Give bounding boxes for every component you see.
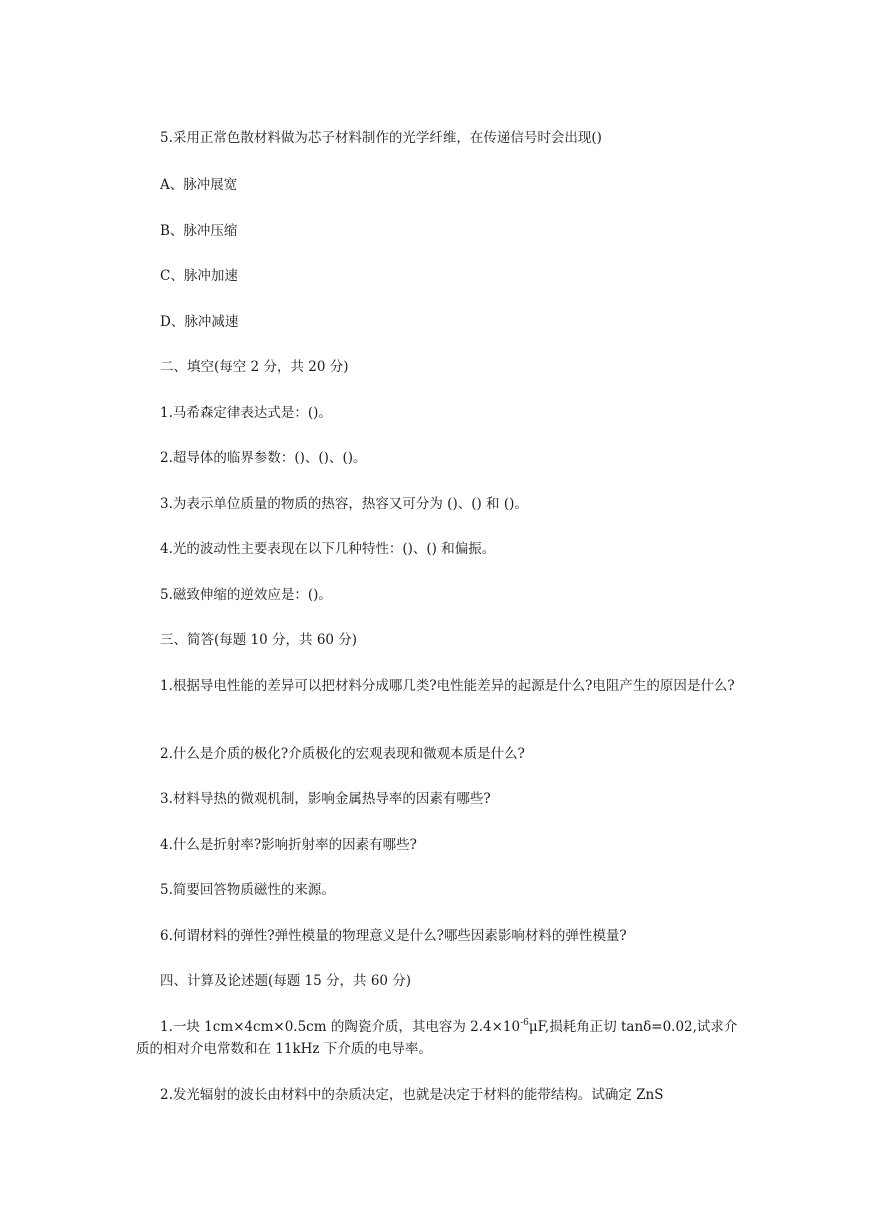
option-c: C、脉冲加速	[160, 268, 238, 284]
short-answer-2: 2.什么是介质的极化?介质极化的宏观表现和微观本质是什么?	[160, 746, 525, 762]
section-2-heading: 二、填空(每空 2 分，共 20 分)	[160, 359, 349, 375]
fill-item-3: 3.为表示单位质量的物质的热容，热容又可分为 ()、() 和 ()。	[160, 496, 528, 512]
calc-item-1-text-b: μF,损耗角正切 tanδ=0.02,试求介质的相对介电常数和在 11kHz 下介质的电导率。	[136, 1019, 738, 1057]
option-d: D、脉冲减速	[160, 314, 239, 330]
short-answer-5: 5.简要回答物质磁性的来源。	[160, 882, 335, 898]
calc-item-1	[136, 1016, 746, 1060]
fill-item-5: 5.磁致伸缩的逆效应是：()。	[160, 587, 332, 603]
section-4-heading: 四、计算及论述题(每题 15 分，共 60 分)	[160, 973, 412, 989]
fill-item-2: 2.超导体的临界参数：()、()、()。	[160, 450, 367, 466]
fill-item-4: 4.光的波动性主要表现在以下几种特性：()、() 和偏振。	[160, 541, 496, 557]
short-answer-1: 1.根据导电性能的差异可以把材料分成哪几类?电性能差异的起源是什么?电阻产生的原因是什么?	[160, 678, 735, 694]
option-b: B、脉冲压缩	[160, 223, 238, 239]
short-answer-3: 3.材料导热的微观机制，影响金属热导率的因素有哪些?	[160, 791, 491, 807]
calc-item-1-exponent: -6	[520, 1017, 529, 1028]
section-3-heading: 三、简答(每题 10 分，共 60 分)	[160, 632, 358, 648]
question-5-stem: 5.采用正常色散材料做为芯子材料制作的光学纤维，在传递信号时会出现()	[160, 130, 602, 146]
short-answer-6: 6.何谓材料的弹性?弹性模量的物理意义是什么?哪些因素影响材料的弹性模量?	[160, 928, 627, 944]
fill-item-1: 1.马希森定律表达式是：()。	[160, 405, 332, 421]
calc-item-1-text-a: 1.一块 1cm×4cm×0.5cm 的陶瓷介质，其电容为 2.4×10	[160, 1019, 521, 1035]
short-answer-4: 4.什么是折射率?影响折射率的因素有哪些?	[160, 837, 417, 853]
option-a: A、脉冲展宽	[160, 177, 238, 193]
calc-item-2: 2.发光辐射的波长由材料中的杂质决定，也就是决定于材料的能带结构。试确定 ZnS	[160, 1087, 664, 1103]
